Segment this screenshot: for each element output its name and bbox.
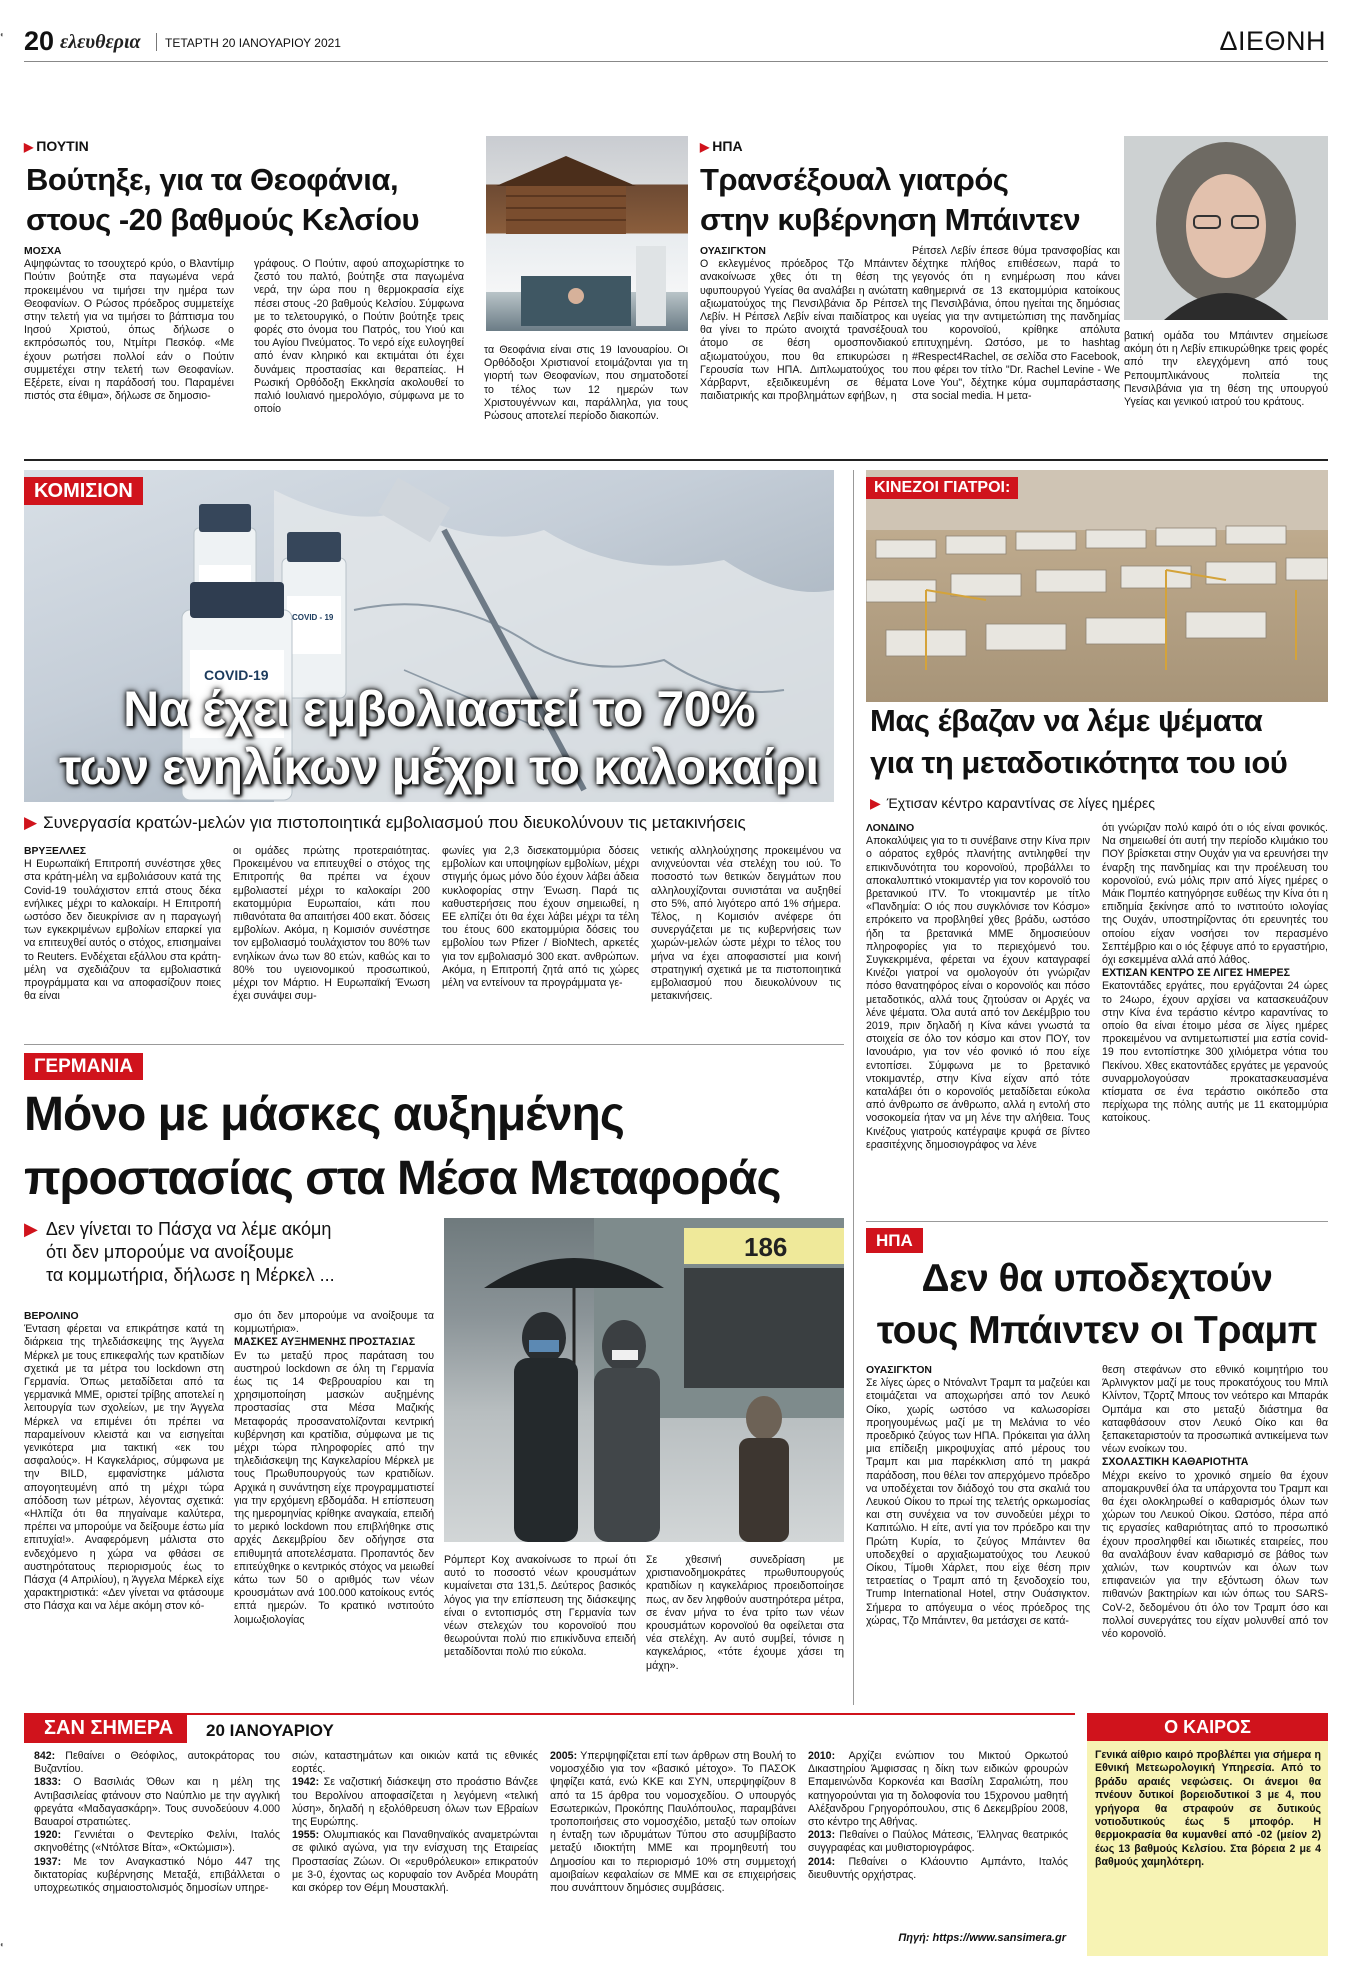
issue-date: ΤΕΤΑΡΤΗ 20 ΙΑΝΟΥΑΡΙΟΥ 2021 xyxy=(165,36,341,50)
commission-col-1: ΒΡΥΞΕΛΛΕΣ Η Ευρωπαϊκή Επιτροπή συνέστησε χθες στα κράτη-μέλη να εμβολιάσουν κατά της Covid-19 τουλάχιστον επτά στους δέκα ενήλικες μέχρι το καλοκαίρι. Η Επιτροπή ωστόσο δεν διευκρίνισε αν η παραγωγή των εγκεκριμένων εμβολίων επαρκεί για να επιτευχθεί αυτός ο στόχος, επισημαίνει το Reuters. Ενδέχεται εξάλλου στα κράτη-μέλη να σχεδιάζουν τα εμβολιαστικά προγράμματα και να αποφασίζουν ποιες θα είναι xyxy=(24,846,221,1003)
vial-label: COVID-19 xyxy=(204,667,269,683)
germany-col-3: Ρόμπερτ Κοχ ανακοίνωσε το πρωί ότι αυτό το ποσοστό νέων κρουσμάτων κυμαίνεται στα 131,5. Δεύτερος βασικός λόγος για την επίσπευση της διάσκεψης είναι ο εντοπισμός στη Γερμανία των νέων στελεχών του κορονοϊού που θεωρούνται πολύ πιο επικίνδυνα επειδή μεταδίδονται πολύ πιο εύκολα. xyxy=(444,1554,636,1659)
dateline: ΟΥΑΣΙΓΚΤΟΝ xyxy=(700,246,766,257)
usa-trump-col-1: ΟΥΑΣΙΓΚΤΟΝ Σε λίγες ώρες ο Ντόναλντ Τραμπ τα μαζεύει και ετοιμάζεται να αποχωρήσει από τον Λευκό Οίκο, χωρίς ωστόσο να καλωσορίσει προηγουμένως μαζί με τη Μελάνια το νέο προεδρικό ζεύγος των ΗΠΑ. Πρόκειται για άλλη μια επίδειξη μικροψυχίας από μέρους του Τραμπ και μια παρέκκλιση από τη μακρά παράδοση, που θέλει τον απερχόμενο πρόεδρο να υποδέχεται τον διάδοχό του στα σκαλιά του Λευκού Οίκου το πρωί της τελετής ορκωμοσίας και στη συνέχεια να τον συνοδεύει μέχρι το Καπιτώλιο. Η είτε, αντί για τον πρόεδρο και την Πρώτη Κυρία, το ζεύγος Μπάιντεν θα υποδεχθεί ο αρχιαξιωματούχος του Λευκού Οίκου, Τίμοθι Χάρλετ, που είχε θέση πριν τετραετίας ο Τραμπ από τη ξενοδοχείο του, Trump International Hotel, στην Ουάσιγκτον. Σήμερα το απόγευμα ο νέος πρόεδρος της χώρας, Τζο Μπάιντεν, θα μετάσχει σε κατά- xyxy=(866,1365,1090,1627)
dateline: ΛΟΝΔΙΝΟ xyxy=(866,823,915,834)
on-this-day-label: ΣΑΝ ΣΗΜΕΡΑ xyxy=(24,1713,187,1743)
vial-label: COVID - 19 xyxy=(292,613,334,622)
putin-headline: Βούτηξε, για τα Θεοφάνια, στους -20 βαθμούς Κελσίου xyxy=(26,162,419,237)
commission-col-4: νετικής αλληλούχησης προκειμένου να ανιχνεύονται νέα στελέχη του ιού. Το ποσοστό των θετικών δειγμάτων που αλληλουχίζονται συνιστάται να αυξηθεί στο 5%, από λιγότερο από 1% σήμερα. Τέλος, η Κομισιόν ανέφερε ότι συνεργάζεται με τις κυβερνήσεις των χωρών-μελών ώστε μέχρι το τέλος του μήνα να έχει αποφασιστεί μια κοινή στρατηγική σχετικά με τα πιστοποιητικά εμβολιασμού που διευκολύνουν τις μετακινήσεις. xyxy=(651,845,841,1003)
commission-headline: Να έχει εμβολιαστεί το 70% των ενηλίκων μέχρι το καλοκαίρι xyxy=(59,681,819,795)
header-rule xyxy=(24,61,1328,62)
today-col-3 xyxy=(550,1750,796,1895)
section-rule xyxy=(24,459,1328,461)
today-col-1 xyxy=(34,1750,280,1895)
usa-trans-headline: Τρανσέξουαλ γιατρός στην κυβέρνηση Μπάιντεν xyxy=(700,162,1081,237)
triangle-icon: ▶ xyxy=(24,813,38,832)
germany-headline: Μόνο με μάσκες αυξημένης προστασίας στα Μέσα Μεταφοράς xyxy=(24,1088,781,1205)
section-rule xyxy=(24,1044,844,1045)
commission-col-3: φωνίες για 2,3 δισεκατομμύρια δόσεις εμβολίων και υποψηφίων εμβολίων, μέχρι στιγμής όμως μόνο δύο έχουν λάβει άδεια κυκλοφορίας στην Ένωση. Παρά τις καθυστερήσεις που έχουν σημειωθεί, η ΕΕ ελπίζει ότι θα έχει λάβει μέχρι τα τέλη του έτους 600 εκατομμύρια δόσεις του εμβολίου των Pfizer / BioNtech, αρκετές για τον εμβολιασμό 300 εκατ. ανθρώπων. Ακόμα, η Επιτροπή ζητά από τις χώρες μέλη να εντείνουν τα προγράμματα γε- xyxy=(442,845,639,990)
on-this-day-date: 20 ΙΑΝΟΥΑΡΙΟΥ xyxy=(206,1721,334,1740)
levine-photo-art xyxy=(1124,136,1328,320)
putin-photo xyxy=(486,136,688,331)
dateline: ΟΥΑΣΙΓΚΤΟΝ xyxy=(866,1365,932,1376)
weather-label: Ο ΚΑΙΡΟΣ xyxy=(1087,1713,1328,1741)
usa-trump-headline: Δεν θα υποδεχτούν τους Μπάιντεν οι Τραμπ xyxy=(876,1257,1318,1352)
crop-mark: ◐ xyxy=(0,1940,5,1949)
triangle-icon: ▶ xyxy=(24,140,34,154)
dateline: ΒΡΥΞΕΛΛΕΣ xyxy=(24,846,87,857)
germany-col-1: ΒΕΡΟΛΙΝΟ Ένταση φέρεται να επικράτησε κατά τη διάρκεια της τηλεδιάσκεψης της Άγγελα Μέρκελ με τους επικεφαλής των κρατιδίων σχετικά με τα μέτρα του lockdown στη Γερμανία. Όπως μεταδίδεται από τα γερμανικά ΜΜΕ, οριστεί τρίβης αποτελεί η λειτουργία των σχολείων, με την Άγγελα Μέρκελ να επιμένει ότι πρέπει να παραμείνουν κλειστά και να εισηγείται γενικότερα μια τακτική «εκ του ασφαλούς». Η Καγκελάριος, σύμφωνα με την BILD, εμφανίστηκε μάλιστα απογοητευμένη από τη μέχρι τώρα απόδοση των μέτρων, λέγοντας σχετικά: «Ηλπίζα ότι θα πηγαίναμε καλύτερα, πρέπει να μπορούμε να δείξουμε έστω μία επιτυχία!». Αναφερόμενη μάλιστα στο ενδεχόμενο η χώρα να φθάσει σε αυστηρότατους περιορισμούς έως το Πάσχα (4 Απριλίου), η Άγγελα Μέρκελ είχε χαρακτηριστικά: «Δεν γίνεται να φτάσουμε στο Πάσχα και να λέμε ακόμη στον κό- xyxy=(24,1311,224,1613)
event: 842: Πεθαίνει ο Θεόφιλος, αυτοκράτορας του Βυζαντίου. xyxy=(34,1750,280,1776)
putin-col-2: γράφους. Ο Πούτιν, αφού αποχωρίστηκε το ζεστό του παλτό, βούτηξε στα παγωμένα νερά, την ώρα που η θερμοκρασία είχε πέσει στους -20 βαθμούς Κελσίου. Σύμφωνα με το τελετουργικό, ο Πούτιν βούτηξε τρεις φορές στο όνομα του Πατρός, του Υιού και του Αγίου Πνεύματος. Το νερό είχε ευλογηθεί από έναν κληρικό και εκτιμάται ότι έχει δυνάμεις προστασίας και θεραπείας. Η Ρωσική Ορθόδοξη Εκκλησία ακολουθεί το παλιό Ιουλιανό ημερολόγιο, σύμφωνα με το οποίο xyxy=(254,258,464,416)
putin-col-3: τα Θεοφάνια είναι στις 19 Ιανουαρίου. Οι Ορθόδοξοι Χριστιανοί ετοιμάζονται για τη γιορτή των Θεοφανίων, που σηματοδοτεί το τέλος των 12 ημερών των Χριστουγέννων και, παράλληλα, για τους Ρώσους αποτελεί περίοδο διακοπών. xyxy=(484,344,688,423)
event: 1955: Ολυμπιακός και Παναθηναϊκός αναμετρώνται σε φιλικό αγώνα, για την ενίσχυση της Εταιρείας Προστασίας Ζώων. Οι «ερυθρόλευκοι» επικρατούν με 3-0, έχοντας ως κορυφαίο τον Ανδρέα Μουράτη και σκόρερ τον Θέμη Μουστακλή. xyxy=(292,1829,538,1895)
section-rule xyxy=(866,1221,1328,1222)
commission-col-2: οι ομάδες πρώτης προτεραιότητας. Προκειμένου να επιτευχθεί ο στόχος της Επιτροπής θα πρέπει να έχουν εμβολιαστεί μέχρι το καλοκαίρι 200 εκατομμύρια Ευρωπαίοι, κάτι που πιθανότατα θα απαιτήσει 400 εκατ. δόσεις εμβολίων. Ακόμα, η Κομισιόν συνέστησε τον εμβολιασμό τουλάχιστον του 80% των ενηλίκων άνω των 80 ετών, καθώς και το 80% του υγειονομικού προσωπικού, μέχρι τον Μάρτιο. Η Ευρωπαϊκή Ένωση έχει συνάψει συμ- xyxy=(233,845,430,1003)
berlin-street-art xyxy=(444,1218,844,1542)
today-col-4 xyxy=(808,1750,1068,1882)
germany-subhead: ▶ Δεν γίνεται το Πάσχα να λέμε ακόμη ότι δεν μπορούμε να ανοίξουμε τα κομμωτήρια, δήλωσε η Μέρκελ ... xyxy=(24,1219,335,1285)
event: 1942: Σε ναζιστική διάσκεψη στο προάστιο Βάνζεε του Βερολίνου αποφασίζεται η λεγόμενη «τελική λύση», δηλαδή η εξολόθρευση όλων των Εβραίων της Ευρώπης. xyxy=(292,1776,538,1829)
source-credit: Πηγή: https://www.sansimera.gr xyxy=(898,1932,1066,1944)
weather-text: Γενικά αίθριο καιρό προβλέπει για σήμερα η Εθνική Μετεωρολογική Υπηρεσία. Από το βράδυ αραιές νεφώσεις. Οι άνεμοι θα πνέουν δυτικοί βορειοδυτικοί 3 με 4, που γρήγορα θα στραφούν σε δυτικούς νοτιοδυτικούς έως 5 μποφόρ. Η θερμοκρασία θα κυμανθεί από -02 (μείον 2) έως 13 βαθμούς Κελσίου. Στα βόρεια 2 με 4 βαθμούς χαμηλότερη. xyxy=(1095,1749,1321,1869)
source-link[interactable]: https://www.sansimera.gr xyxy=(932,1932,1066,1944)
subhead: ΣΧΟΛΑΣΤΙΚΗ ΚΑΘΑΡΙΟΤΗΤΑ xyxy=(1102,1456,1249,1469)
china-col-2: ότι γνώριζαν πολύ καιρό ότι ο ιός είναι φονικός. Να σημειωθεί ότι αυτή την περίοδο κλιμάκιο του ΠΟΥ βρίσκεται στην Ουχάν για να ερευνήσει την έναρξη της πανδημίας και την προέλευση του κορονοϊού, ενώ μόλις πριν από λίγες ημέρες ο Μάικ Πομπέο κατηγόρησε ευθέως την Κίνα ότι η επιδημία ξεκίνησε από το ινστιτούτο ιολογίας της Ουχάν, υποστηρίζοντας ότι ερευνητές του οποίου είχαν νοσήσει τον περασμένο Σεπτέμβριο και ο ιός ξέφυγε από το εργαστήριο, όχι εσκεμμένα αλλά από λάθος. ΕΧΤΙΣΑΝ ΚΕΝΤΡΟ ΣΕ ΛΙΓΕΣ ΗΜΕΡΕΣ Εκατοντάδες εργάτες, που εργάζονται 24 ώρες το 24ωρο, έχουν αρχίσει να κατασκευάζουν στην Κίνα ένα τεράστιο κέντρο καραντίνας το οποίο θα είναι έτοιμο μέσα σε λίγες ημέρες προκειμένου να αντιμετωπιστεί μια εστία covid-19 που εντοπίστηκε 300 χιλιόμετρα νότια του Πεκίνου. Χθες εκατοντάδες εργάτες με γερανούς συναρμολογούσαν προκατασκευασμένα κτίσματα σε ένα τεράστιο οικόπεδο στα περίχωρα της πόλης αυτής με 11 εκατομμύρια κατοίκους. xyxy=(1102,822,1328,1125)
masthead: ελευθερια xyxy=(60,31,141,53)
event: σιών, καταστημάτων και οικιών κατά τις εθνικές εορτές. xyxy=(292,1750,538,1776)
china-label: ΚΙΝΕΖΟΙ ΓΙΑΤΡΟΙ: xyxy=(866,477,1018,499)
berlin-street-photo xyxy=(444,1218,844,1542)
triangle-icon: ▶ xyxy=(870,795,881,811)
china-subhead: ▶ Έχτισαν κέντρο καραντίνας σε λίγες ημέρες xyxy=(870,795,1155,811)
putin-kicker: ▶ ΠΟΥΤΙΝ xyxy=(24,138,89,154)
event: 2014: Πεθαίνει ο Κλάουντιο Αμπάντο, Ιταλός διευθυντής ορχήστρας. xyxy=(808,1855,1068,1881)
quarantine-centre-photo xyxy=(866,470,1328,702)
divider xyxy=(156,33,157,51)
usa-trans-col-2: Ρέιτσελ Λεβίν έπεσε θύμα τρανσφοβίας και δέχτηκε πλήθος επιθέσεων, παρά το γεγονός ότι η ενημέρωση που κάνει καθημερινά σε 13 εκατομμύρια κατοίκους της Πενσιλβάνια, όπου ηγείται της δημόσιας υγείας για την αντιμετώπιση της πανδημίας του κορονοϊού, κρίθηκε απόλυτα επιτυχημένη. Ωστόσο, με το hashtag #Respect4Rachel, σε σελίδα στο Facebook, που φέρει τον τίτλο "Dr. Rachel Levine - We Love You", δέχτηκε κύμα συμπαράστασης στα social media. Η μετα- xyxy=(912,245,1120,403)
commission-label: ΚΟΜΙΣΙΟΝ xyxy=(24,477,143,505)
event: 2005: Υπερψηφίζεται επί των άρθρων στη Βουλή το νομοσχέδιο για τον «βασικό μέτοχο». Το ΠΑΣΟΚ ψηφίζει κατά, ενώ ΚΚΕ και ΣΥΝ, υπερψηφίζουν 8 από τα 15 άρθρα του νομοσχεδίου. Ο υπουργός Εσωτερικών, Προκόπης Παυλόπουλος, παραμβάνει τροποποιήσεις στο νομοσχέδιο, μεταξύ των οποίων η ένταξη των ιδρυμάτων Τύπου στο ασυμβίβαστο μεταξύ ιδιοκτήτη ΜΜΕ και προμηθευτή του Δημοσίου και το περιορισμό 10% στη συμμετοχή αμοιβαίων κεφαλαίων σε ΜΜΕ και σε επιχειρήσεις που συνάπτουν δημόσιες συμβάσεις. xyxy=(550,1750,796,1895)
usa-trans-col-1: ΟΥΑΣΙΓΚΤΟΝ Ο εκλεγμένος πρόεδρος Τζο Μπάιντεν ανακοίνωσε χθες ότι τη θέση της υφυπουργού Υγείας θα αναλάβει η ανώτατη αξιωματούχος της Πενσιλβάνια δρ Ρέιτσελ Λεβίν. Η Ρέιτσελ Λεβίν είναι παιδίατρος και θα γίνει το πρώτο ανοιχτά τρανσέξουαλ άτομο σε θέση ομοσπονδιακού αξιωματούχου, που θα επικυρώσει η Γερουσία των ΗΠΑ. Διπλωματούχος του Χάρβαρντ, εξειδικευμένη σε θέματα παιδιατρικής και προβλημάτων εφήβων, η xyxy=(700,246,908,403)
event: 1833: Ο Βασιλιάς Όθων και η μέλη της Αντιβασιλείας φτάνουν στο Ναύπλιο με την αγγλική φρεγάτα «Μαδαγασκάρη». Τους συνοδεύουν 4.000 Βαυαροί στρατιώτες. xyxy=(34,1776,280,1829)
subhead: ΕΧΤΙΣΑΝ ΚΕΝΤΡΟ ΣΕ ΛΙΓΕΣ ΗΜΕΡΕΣ xyxy=(1102,967,1290,980)
event: 2010: Αρχίζει ενώπιον του Μικτού Ορκωτού Δικαστηρίου Άμφισσας η δίκη των ειδικών φρουρών Επαμεινώνδα Κορκονέα και Βασίλη Σαραλιώτη, που κατηγορούνται για τη δολοφονία του 15χρονου μαθητή Αλέξανδρου Γρηγορόπουλου, στις 6 Δεκεμβρίου 2008, στο κέντρο της Αθήνας. xyxy=(808,1750,1068,1829)
commission-subhead: ▶ Συνεργασία κρατών-μελών για πιστοποιητικά εμβολιασμού που διευκολύνουν τις μετακινήσεις xyxy=(24,813,746,832)
page-number: 20 xyxy=(24,26,55,56)
china-headline: Μας έβαζαν να λέμε ψέματα για τη μεταδοτικότητα του ιού xyxy=(870,703,1288,780)
crop-mark: ◐ xyxy=(0,30,5,39)
putin-col-1: ΜΟΣΧΑ Αψηφώντας το τσουχτερό κρύο, ο Βλαντίμιρ Πούτιν βούτηξε στα παγωμένα νερά προκειμένου να τιμήσει την ημέρα των Θεοφανίων. Ο Ρώσος πρόεδρος συμμετείχε στην τελετή για να τιμήσει το βάπτισμα του Ιησού Χριστού, όπως δήλωσε ο εκπρόσωπός του, Ντμίτρι Πεσκόφ. «Με έχουν ρωτήσει πολλοί εάν ο Πούτιν συμμετέχει στην τελετή των Θεοφανίων. Εξέρετε, είναι η παράδοσή του. Παραμένει πιστός στα έθιμα», δήλωσε σε δημοσιο- xyxy=(24,246,234,403)
event: 2013: Πεθαίνει ο Παύλος Μάτεσις, Έλληνας θεατρικός συγγραφέας και μυθιστοριογράφος. xyxy=(808,1829,1068,1855)
event: 1920: Γεννιέται ο Φεντερίκο Φελίνι, Ιταλός σκηνοθέτης («Ντόλτσε Βίτα», «Οκτώμισι»). xyxy=(34,1829,280,1855)
subhead: ΜΑΣΚΕΣ ΑΥΞΗΜΕΝΗΣ ΠΡΟΣΤΑΣΙΑΣ xyxy=(234,1336,416,1349)
usa-trans-kicker: ▶ ΗΠΑ xyxy=(700,138,743,154)
putin-photo-art xyxy=(486,136,688,331)
event: 1937: Με τον Αναγκαστικό Νόμο 447 της δικτατορίας κυβέρνησης Μεταξά, επιβάλλεται ο υποχρεωτικός σημαιοστολισμός δημοσίων υπηρε- xyxy=(34,1855,280,1895)
usa-trump-label: ΗΠΑ xyxy=(866,1228,923,1253)
triangle-icon: ▶ xyxy=(700,140,710,154)
china-col-1: ΛΟΝΔΙΝΟ Αποκαλύψεις για το τι συνέβαινε στην Κίνα πριν ο αόρατος εχθρός πλανήτης αντιληφθεί την επικινδυνότητα του κορονοϊού, προβάλλει το αποκαλυπτικό ντοκιμαντέρ για τον κορονοϊό του βρετανικού ITV. Το ντοκιμαντέρ με τίτλο «Πανδημία: Ο ιός που συγκλόνισε τον Κόσμο» επρόκειτο να προβληθεί χθες βράδυ, ωστόσο ήδη τα βρετανικά ΜΜΕ δημοσιεύουν πληροφορίες για το περιεχόμενό του. Συγκεκριμένα, φέρεται να έχουν καταγραφεί Κινέζοι γιατροί να ομολογούν ότι γνώριζαν πόσο θανατηφόρος είναι ο κορονοϊός και πόσο μεταδοτικός, αλλά τους ζητούσαν οι Αρχές να λένε ψέματα. Όλα αυτά από τον Δεκέμβριο του 2019, πριν δηλαδή η Κίνα κάνει γνωστά τα στοιχεία σε όλο τον κόσμο και στον ΠΟΥ, τον Ιανουάριο, για τον νέο φονικό ιό που είχε εντοπίσει. Σύμφωνα με το βρετανικό ντοκιμαντέρ, στην Κίνα είχαν από τότε καταλάβει ότι ο κορονοϊός μεταδίδεται εύκολα από άνθρωπο σε άνθρωπο, αλλά η εντολή στο νοσοκομεία ήταν να μη λένε την αλήθεια. Τους Κινέζους γιατρούς κατέγραψε κρυφά σε βίντεο ερασιτέχνης δημοσιογράφος να λένε xyxy=(866,823,1090,1151)
germany-col-2: σμο ότι δεν μπορούμε να ανοίξουμε τα κομμωτήρια». ΜΑΣΚΕΣ ΑΥΞΗΜΕΝΗΣ ΠΡΟΣΤΑΣΙΑΣ Εν τω μεταξύ προς παράταση του αυστηρού lockdown σε όλη τη Γερμανία έως τις 14 Φεβρουαρίου και τη χρησιμοποίηση μασκών αυξημένης προστασίας στα Μέσα Μαζικής Μεταφοράς προσανατολίζονται κεντρική κυβέρνηση και κρατίδια, σύμφωνα με τις μέχρι τώρα πληροφορίες από την τηλεδιάσκεψη της Καγκελαρίου Μέρκελ με τους Πρωθυπουργούς των κρατιδίων. Αρχικά η συνάντηση είχε προγραμματιστεί για την ερχόμενη εβδομάδα. Η επίσπευση της ημερομηνίας κρίθηκε αναγκαία, επειδή το μερικό lockdown που επιβλήθηκε στις αρχές Δεκεμβρίου δεν οδήγησε στα επιθυμητά αποτελέσματα. Προπαντός δεν επιτεύχθηκε ο κεντρικός στόχος να μειωθεί κάτω των 50 ο αριθμός των νέων κρουσμάτων ανά 100.000 κατοίκους εντός επτά ημερών. Το κρατικό ινστιτούτο λοιμωξιολογίας xyxy=(234,1310,434,1626)
triangle-icon: ▶ xyxy=(24,1219,38,1239)
quarantine-centre-art xyxy=(866,470,1328,702)
today-col-2 xyxy=(292,1750,538,1895)
bus-number: 186 xyxy=(744,1232,788,1262)
germany-col-4: Σε χθεσινή συνεδρίαση με χριστιανοδημοκράτες πρωθυπουργούς κρατιδίων η καγκελάριος προειδοποίησε πως, αν δεν ληφθούν αυστηρότερα μέτρα, σε έναν μήνα το ένα τρίτο των νέων κρουσμάτων κορονοϊού θα οφείλεται στα νέα στελέχη. Αν αυτό συμβεί, τόνισε η καγκελάριος, «τότε έχουμε χάσει τη μάχη». xyxy=(646,1554,844,1672)
usa-trans-col-3: βατική ομάδα του Μπάιντεν σημείωσε ακόμη ότι η Λεβίν επικυρώθηκε τρεις φορές από την ελεγχόμενη από τους Ρεπουμπλικάνους πολιτεία της Πενσιλβάνια για τη θέση της υπουργού Υγείας και γενικού ιατρού του κράτους. xyxy=(1124,330,1328,409)
usa-trump-col-2: θεση στεφάνων στο εθνικό κοιμητήριο του Άρλινγκτον μαζί με τους προκατόχους του Μπιλ Κλίντον, Τζορτζ Μπους τον νεότερο και Μπαράκ Ομπάμα και στο μεταξύ διάστημα θα καταφθάσουν στον Λευκό Οίκο και θα ξεπακεταριστούν τα προσωπικά αντικείμενα των νέων ενοίκων του. ΣΧΟΛΑΣΤΙΚΗ ΚΑΘΑΡΙΟΤΗΤΑ Μέχρι εκείνο το χρονικό σημείο θα έχουν απομακρυνθεί όλα τα υπάρχοντα του Τραμπ και θα έχει ολοκληρωθεί ο καθαρισμός όλων των χώρων του Λευκού Οίκου. Ωστόσο, πέρα από τις εργασίες καθαριότητας από το προσωπικό έχουν προσληφθεί και ιδιωτικές εταιρείες, που θα αναλάβουν έναν καθαρισμό σε βάθος των χαλιών, των κουρτινών και όλων των επιφανειών για την εξόντωση όλων των πιθανών βακτηρίων και ιών όπως του SARS-CoV-2, δεδομένου ότι όλο τον Τραμπ όσο και πολλοί συνεργάτες του είχαν μολυνθεί από τον νέο κορονοϊό. xyxy=(1102,1364,1328,1641)
section-title: ΔΙΕΘΝΗ xyxy=(1219,26,1326,56)
dateline: ΜΟΣΧΑ xyxy=(24,246,62,257)
germany-label: ΓΕΡΜΑΝΙΑ xyxy=(24,1053,143,1080)
dateline: ΒΕΡΟΛΙΝΟ xyxy=(24,1311,79,1322)
levine-photo xyxy=(1124,136,1328,320)
